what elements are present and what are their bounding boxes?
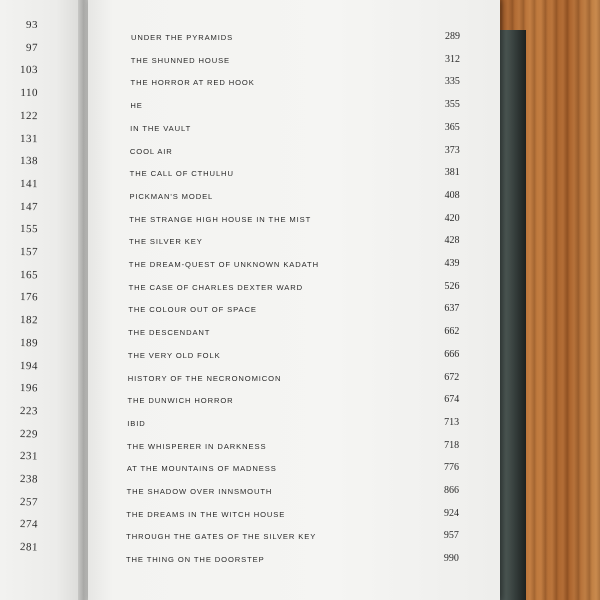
- left-page-number: 131: [19, 132, 39, 145]
- toc-page-number: 674: [444, 394, 460, 406]
- toc-entry: [0, 121, 600, 138]
- toc-page-number: 381: [444, 167, 460, 179]
- left-page-number: 238: [19, 473, 39, 486]
- toc-title: THROUGH THE GATES OF THE SILVER KEY: [126, 532, 317, 542]
- toc-title: THE THING ON THE DOORSTEP: [125, 555, 265, 565]
- left-page-number: 141: [19, 177, 39, 191]
- left-page-number: 194: [19, 359, 39, 372]
- toc-title: THE COLOUR OUT OF SPACE: [128, 305, 257, 315]
- toc-title: IN THE VAULT: [130, 123, 192, 133]
- toc-entry: [0, 260, 600, 274]
- toc-entry: [0, 328, 600, 342]
- left-page-number: 281: [19, 541, 39, 554]
- toc-entry: [0, 144, 600, 161]
- toc-entry: [0, 464, 600, 478]
- toc-page-number: 335: [444, 76, 460, 88]
- left-page-number: 97: [25, 41, 39, 54]
- toc-entry: [0, 555, 600, 569]
- toc-title: THE CASE OF CHARLES DEXTER WARD: [128, 282, 304, 292]
- toc-page-number: 312: [444, 53, 460, 65]
- left-page-number: 147: [19, 200, 39, 213]
- toc-entry: [0, 348, 600, 365]
- toc-entry: [0, 439, 600, 456]
- toc-title: THE DREAMS IN THE WITCH HOUSE: [126, 509, 286, 519]
- toc-entry: [0, 280, 600, 297]
- toc-entry: [0, 212, 600, 229]
- left-page-number: 196: [19, 382, 39, 395]
- toc-title: THE HORROR AT RED HOOK: [130, 78, 255, 88]
- toc-page-number: 662: [444, 326, 460, 338]
- toc-page-number: 439: [444, 258, 460, 269]
- toc-entry: [0, 101, 600, 115]
- left-page-number: 110: [20, 87, 39, 100]
- toc-entry: [0, 305, 600, 319]
- left-page-number: 229: [19, 427, 39, 441]
- toc-entry: [0, 78, 600, 92]
- toc-title: THE DESCENDANT: [128, 328, 211, 338]
- toc-page-number: 718: [444, 439, 460, 451]
- toc-entry: [0, 53, 600, 70]
- toc-title: PICKMAN'S MODEL: [129, 191, 214, 201]
- toc-entry: [0, 169, 600, 183]
- toc-title: IBID: [127, 418, 146, 428]
- toc-title: UNDER THE PYRAMIDS: [131, 33, 234, 42]
- toc-title: THE SHADOW OVER INNSMOUTH: [126, 487, 273, 496]
- toc-page-number: 408: [444, 189, 460, 201]
- toc-page-number: 637: [444, 303, 460, 315]
- toc-page-number: 373: [444, 144, 460, 156]
- toc-title: THE DREAM-QUEST OF UNKNOWN KADATH: [128, 260, 319, 269]
- toc-page-number: 990: [443, 553, 459, 565]
- left-page-number: 165: [19, 268, 39, 281]
- toc-entry: [0, 487, 600, 501]
- toc-title: COOL AIR: [129, 146, 173, 156]
- toc-page-number: 713: [444, 416, 460, 428]
- left-page-number: 274: [19, 518, 39, 531]
- toc-entry: [0, 532, 600, 546]
- toc-page-number: 420: [444, 212, 460, 224]
- toc-title: HE: [130, 101, 143, 111]
- toc-title: HISTORY OF THE NECRONOMICON: [127, 373, 282, 383]
- toc-title: THE WHISPERER IN DARKNESS: [127, 441, 267, 451]
- toc-page-number: 866: [444, 485, 459, 496]
- toc-entry: [0, 189, 600, 206]
- left-page-number: 257: [19, 495, 39, 509]
- toc-entry: [0, 33, 600, 47]
- left-page-number: 122: [19, 109, 39, 122]
- toc-title: THE STRANGE HIGH HOUSE IN THE MIST: [129, 214, 312, 224]
- left-page-number: 231: [19, 450, 39, 463]
- toc-entry: [0, 237, 600, 251]
- left-page-number: 157: [19, 246, 39, 259]
- toc-title: THE DUNWICH HORROR: [127, 396, 234, 406]
- toc-page-number: 666: [444, 348, 460, 360]
- left-page-number: 103: [19, 64, 39, 77]
- toc-page-number: 526: [444, 280, 460, 292]
- left-page-number: 223: [19, 404, 39, 418]
- toc-page-number: 289: [445, 31, 460, 42]
- left-page-number: 176: [19, 291, 39, 304]
- toc-title: THE CALL OF CTHULHU: [129, 169, 234, 179]
- toc-title: THE SHUNNED HOUSE: [130, 55, 231, 65]
- left-page-number: 138: [19, 155, 39, 168]
- toc-entry: [0, 396, 600, 410]
- toc-title: AT THE MOUNTAINS OF MADNESS: [126, 464, 277, 474]
- toc-title: THE VERY OLD FOLK: [127, 350, 221, 360]
- left-page-number: 189: [19, 336, 39, 350]
- left-page-number: 93: [26, 19, 38, 31]
- toc-page-number: 365: [444, 121, 460, 133]
- toc-entry: [0, 507, 600, 524]
- toc-title: THE SILVER KEY: [129, 237, 203, 247]
- toc-page-number: 957: [443, 530, 459, 542]
- toc-page-number: 672: [444, 371, 460, 383]
- toc-page-number: 776: [444, 462, 460, 474]
- toc-entry: [0, 416, 600, 433]
- left-page-number: 182: [19, 314, 39, 327]
- toc-page-number: 924: [443, 507, 459, 519]
- toc-page-number: 355: [444, 99, 460, 111]
- toc-entry: [0, 371, 600, 388]
- toc-page-number: 428: [444, 235, 460, 247]
- left-page-number: 155: [19, 223, 39, 236]
